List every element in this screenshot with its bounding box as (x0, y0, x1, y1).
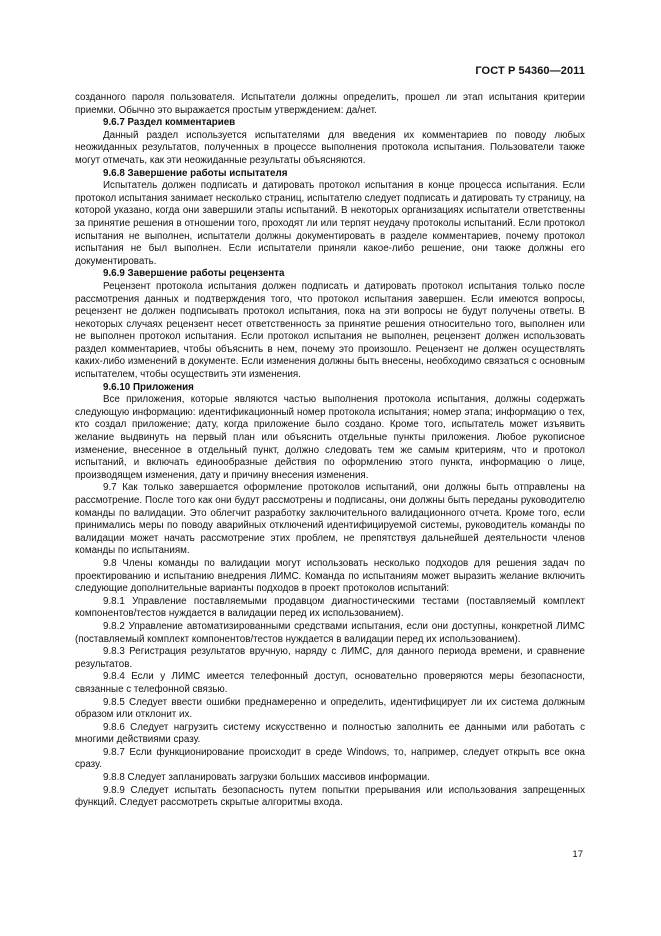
body-paragraph: 9.8 Члены команды по валидации могут использовать несколько подходов для решения задач по проектированию и испытанию внедрения ЛИМС. Команда по испытаниям может выразить желание включить следующие дополнительные варианты подходов в проект протоколов испытаний: (75, 557, 585, 595)
body-paragraph: 9.8.2 Управление автоматизированными средствами испытания, если они доступны, конкретной ЛИМС (поставляемый комплект компонентов/тестов нуждается в валидации перед их использованием). (75, 620, 585, 645)
body-paragraph: 9.8.7 Если функционирование происходит в среде Windows, то, например, следует открыть все окна сразу. (75, 746, 585, 771)
body-paragraph: Рецензент протокола испытания должен подписать и датировать протокол испытания только после рассмотрения данных и подтверждения того, что протокол испытания завершен. Если имеются вопросы, рецензент не должен подписывать протокол испытания, пока на эти вопросы не будут получены ответы. В некоторых случаях рецензент несет ответственность за принятие решения относительно того, выполнен или не выполнен протокол испытания. Если протокол испытания не выполнен, рецензент должен использовать раздел комментариев, чтобы объяснить в нем, почему это произошло. Рецензент не должен осуществлять каких-либо изменений в документе. Если изменения должны быть внесены, необходимо связаться с основным испытателем, чтобы осуществить эти изменения. (75, 280, 585, 381)
body-paragraph: 9.8.4 Если у ЛИМС имеется телефонный доступ, основательно проверяются меры безопасности, связанные с телефонной связью. (75, 671, 585, 695)
body-paragraph: 9.8.9 Следует испытать безопасность путем попытки прерывания или использования запрещенных функций. Следует рассмотреть скрытые алгоритмы входа. (75, 784, 585, 809)
page-number: 17 (572, 849, 583, 860)
body-paragraph: 9.8.1 Управление поставляемыми продавцом диагностическими тестами (поставляемый комплект компонентов/тестов нуждается в валидации перед их использованием). (75, 595, 585, 620)
section-heading: 9.6.8 Завершение работы испытателя (103, 167, 288, 179)
body-paragraph: 9.7 Как только завершается оформление протоколов испытаний, они должны быть отправлены на рассмотрение. После того как они будут рассмотрены и подписаны, они должны быть переданы руководителю команды по валидации. Это облегчит разработку заключительного валидационного отчета. Кроме того, если принимались меры по поводу аварийных отключений идентифицируемой системы, руководитель команды по валидации может начать рассмотрение этих проблем, не препятствуя дальнейшей деятельности членов команды по испытаниям. (75, 482, 585, 557)
document-body (75, 92, 585, 810)
body-paragraph: 9.8.8 Следует запланировать загрузки больших массивов информации. (103, 772, 430, 784)
section-heading: 9.6.10 Приложения (103, 381, 194, 393)
document-header: ГОСТ Р 54360—2011 (475, 65, 585, 77)
body-paragraph: 9.8.3 Регистрация результатов вручную, наряду с ЛИМС, для данного периода времени, и сравнение результатов. (75, 646, 585, 670)
section-heading: 9.6.7 Раздел комментариев (103, 117, 236, 129)
body-paragraph: Испытатель должен подписать и датировать протокол испытания в конце процесса испытания. Если протокол испытания занимает несколько страниц, испытателю следует подписать и датировать ту страницу, на которой указано, когда они завершили этапы испытаний. В некоторых организациях испытатели ответственны за принятие решения в отношении того, проходят ли или терпят неудачу протоколы испытаний. Если протокол испытания не выполнен, испытатели должны документировать в разделе комментариев, почему протокол испытания не был выполнен. Если испытатели приняли какое-либо решение, они также должны его документировать. (75, 180, 585, 267)
body-paragraph: 9.8.5 Следует ввести ошибки преднамеренно и определить, идентифицирует ли их система должным образом или отклонит их. (75, 696, 585, 721)
body-paragraph: Данный раздел используется испытателями для введения их комментариев по поводу любых неожиданных результатов, полученных в процессе выполнения протокола испытания. Пользователи также могут отмечать, как эти неожиданные результаты объясняются. (75, 129, 585, 166)
body-paragraph: 9.8.6 Следует нагрузить систему искусственно и полностью заполнить ее данными или работать с многими действиями сразу. (75, 721, 585, 746)
body-paragraph: Все приложения, которые являются частью выполнения протокола испытания, должны содержать следующую информацию: идентификационный номер протокола испытания; номер этапа; информацию о тех, кто создал приложение; дату, когда приложение было создано. Кроме того, испытатель может изъявить желание выдвинуть на первый план или объяснить отдельные пункты приложения. Любое рукописное изменение, внесенное в отдельный пункт, должно следовать тем же самым критериям, что и протокол испытаний, и включать единообразные действия по оформлению этого пункта, информацию о лице, производящем изменения, дату и причину внесения изменения. (75, 394, 585, 481)
section-heading: 9.6.9 Завершение работы рецензента (103, 268, 285, 280)
body-paragraph: созданного пароля пользователя. Испытатели должны определить, прошел ли этап испытания критерии приемки. Обычно это выражается простым утверждением: да/нет. (75, 92, 585, 116)
